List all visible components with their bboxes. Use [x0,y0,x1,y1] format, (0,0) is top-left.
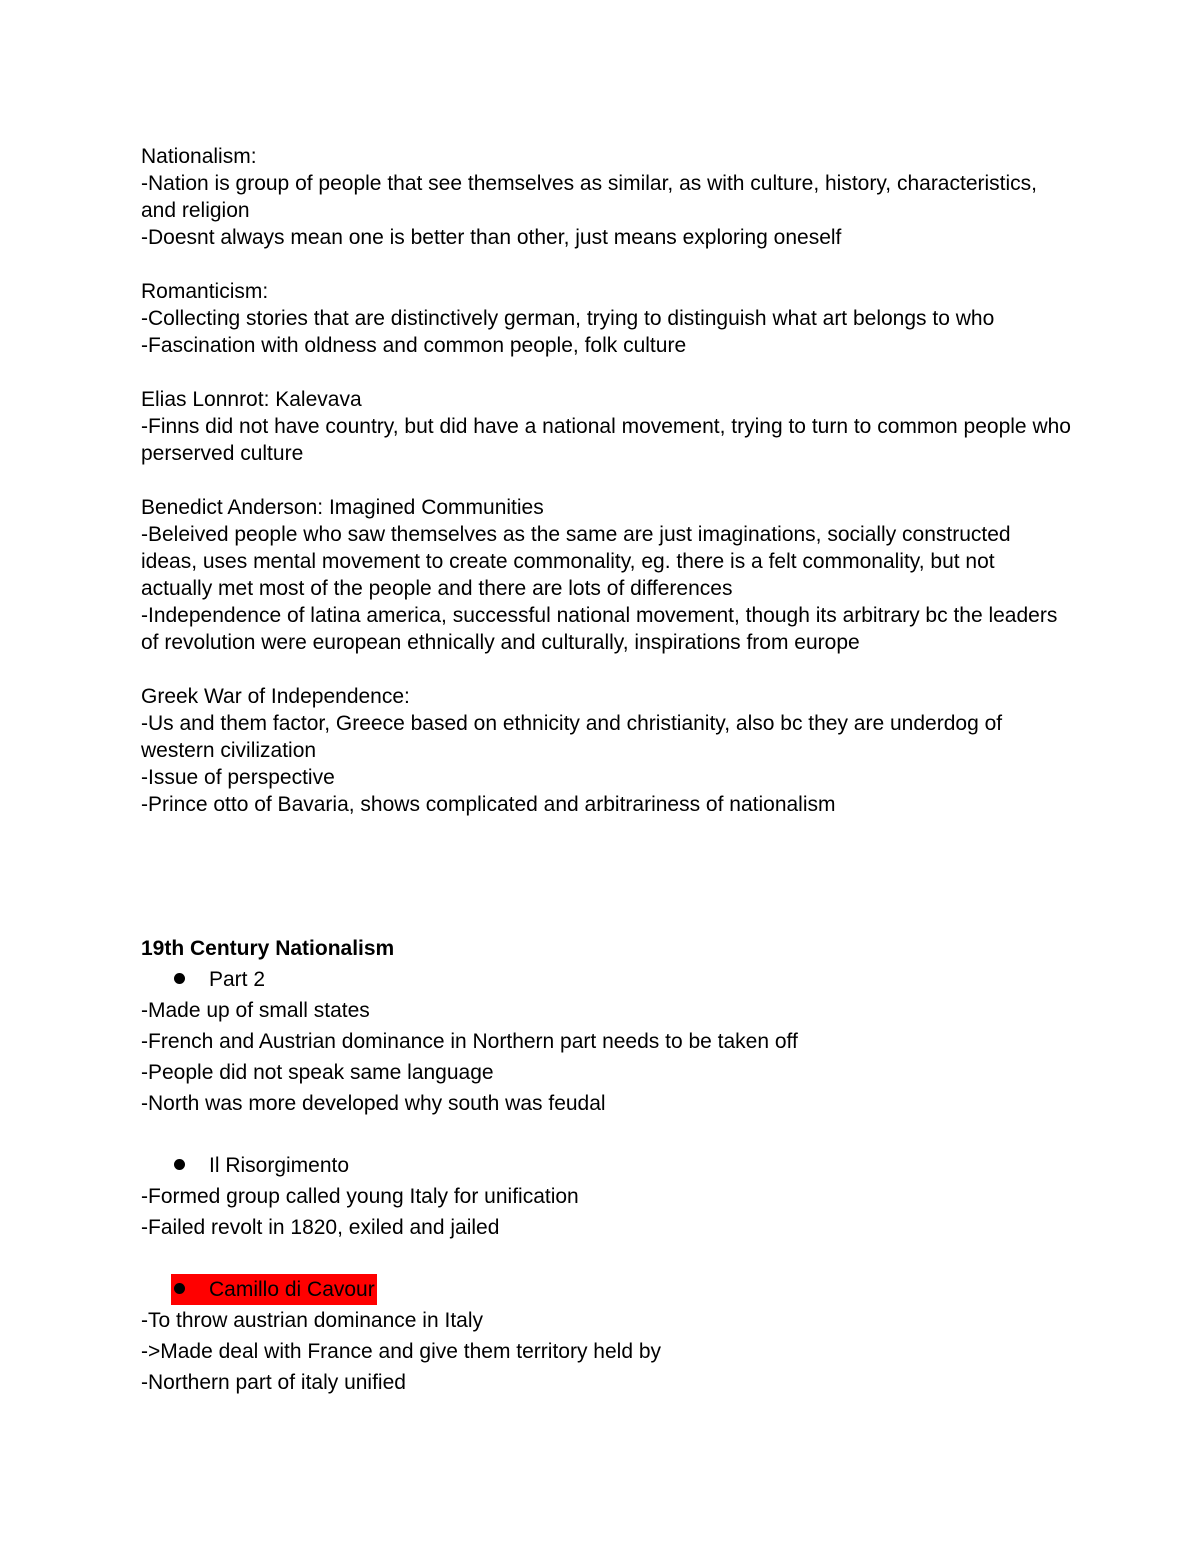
bullet-item [141,1150,1071,1181]
note-line: -Made up of small states [141,999,370,1022]
bullet-item [141,964,1071,995]
section-nationalism [141,143,1071,251]
note-line: -People did not speak same language [141,1061,494,1084]
note-line: -Prince otto of Bavaria, shows complicated and arbitrariness of nationalism [141,793,836,816]
note-line: -French and Austrian dominance in Northern part needs to be taken off [141,1030,798,1053]
section-19th-century [141,933,1071,1398]
note-line: -Independence of latina america, successful national movement, though its arbitrary bc the leaders of revolution were european ethnically and culturally, inspirations from europe [141,604,1058,654]
document-page [141,143,1071,1394]
note-line: -Beleived people who saw themselves as the same are just imaginations, socially constructed ideas, uses mental movement to create commonality, eg. there is a felt commonality, but not actually met most of the people and there are lots of differences [141,523,1011,600]
bullet-dot-icon [174,1283,185,1294]
note-line: -Issue of perspective [141,766,335,789]
red-highlight [171,1274,377,1305]
section-greek-war [141,683,1071,818]
note-line: -Us and them factor, Greece based on ethnicity and christianity, also bc they are underdog of western civilization [141,712,1003,762]
bullet-label: Part 2 [209,968,266,991]
section-title: Elias Lonnrot: Kalevava [141,388,362,411]
section-romanticism [141,278,1071,359]
note-line: -Nation is group of people that see themselves as similar, as with culture, history, characteristics, and religion [141,172,1037,222]
note-line: -Failed revolt in 1820, exiled and jailed [141,1216,500,1239]
note-line: -Formed group called young Italy for unification [141,1185,579,1208]
note-line: -North was more developed why south was feudal [141,1092,606,1115]
section-anderson [141,494,1071,656]
bullet-label: Camillo di Cavour [209,1278,375,1301]
section-title: Benedict Anderson: Imagined Communities [141,496,544,519]
note-line: -To throw austrian dominance in Italy [141,1309,483,1332]
bullet-item-highlighted [141,1274,1071,1305]
bullet-dot-icon [174,1159,185,1170]
bullet-label: Il Risorgimento [209,1154,350,1177]
section-lonnrot [141,386,1071,467]
section-title: Nationalism: [141,145,257,168]
note-line: -Finns did not have country, but did have a national movement, trying to turn to common people who perserved culture [141,415,1071,465]
note-line: ->Made deal with France and give them territory held by [141,1340,662,1363]
note-line: -Northern part of italy unified [141,1371,406,1394]
section-heading: 19th Century Nationalism [141,937,395,960]
bullet-dot-icon [174,973,185,984]
section-title: Greek War of Independence: [141,685,410,708]
section-title: Romanticism: [141,280,269,303]
note-line: -Fascination with oldness and common people, folk culture [141,334,687,357]
note-line: -Doesnt always mean one is better than other, just means exploring oneself [141,226,842,249]
note-line: -Collecting stories that are distinctively german, trying to distinguish what art belongs to who [141,307,995,330]
